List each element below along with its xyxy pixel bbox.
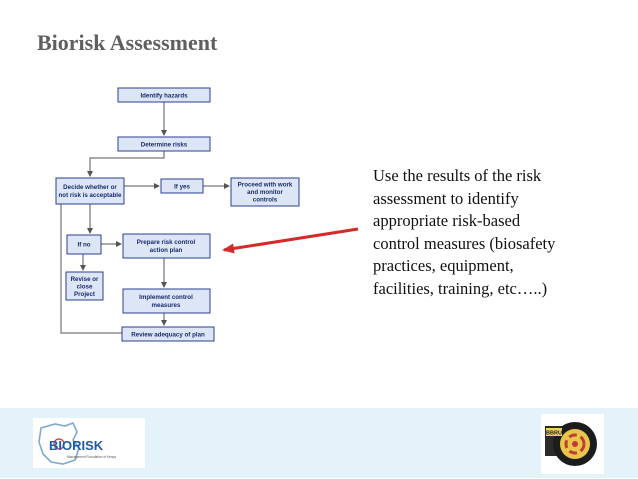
box-text: action plan xyxy=(149,247,183,254)
box-text: close xyxy=(76,283,93,291)
body-line: appropriate risk-based xyxy=(373,211,521,230)
box-text: Prepare risk control xyxy=(136,239,196,246)
box-proceed-with-work xyxy=(231,178,299,206)
logo-text: BIORISK xyxy=(49,438,104,453)
box-if-yes xyxy=(161,179,203,193)
box-text: controls xyxy=(252,196,278,204)
box-determine-risks xyxy=(118,137,210,151)
biohazard-seal-icon xyxy=(541,414,604,474)
box-text: Determine risks xyxy=(140,141,188,149)
box-revise-or-close xyxy=(66,272,103,300)
body-line: facilities, training, etc…..) xyxy=(373,278,548,298)
box-text: Review adequacy of plan xyxy=(131,331,205,339)
box-prepare-action-plan xyxy=(123,234,210,258)
box-text: If yes xyxy=(174,183,190,191)
slide-title: Biorisk Assessment xyxy=(37,30,218,55)
body-line: practices, equipment, xyxy=(373,256,514,275)
box-if-no xyxy=(67,235,101,254)
box-text: If no xyxy=(77,241,91,249)
box-identify-hazards xyxy=(118,88,210,102)
box-decide-acceptable xyxy=(56,178,124,204)
box-text: Project xyxy=(74,291,95,298)
box-text: Decide whether or xyxy=(63,184,117,191)
box-implement-control xyxy=(123,289,210,313)
box-text: not risk is acceptable xyxy=(58,192,122,199)
box-review-adequacy xyxy=(122,327,214,341)
body-line: Use the results of the risk xyxy=(373,166,542,185)
box-text: Revise or xyxy=(70,276,99,283)
body-text xyxy=(373,165,623,300)
logo-text: BBRU xyxy=(546,430,562,437)
bbru-logo xyxy=(541,414,604,474)
red-pointer-arrow xyxy=(224,229,358,250)
body-line: assessment to identify xyxy=(373,188,519,208)
kenya-map-icon xyxy=(33,418,145,468)
box-text: measures xyxy=(151,302,181,309)
box-text: Proceed with work xyxy=(237,181,293,189)
biorisk-logo xyxy=(33,418,145,468)
body-line: control measures (biosafety xyxy=(373,233,556,253)
box-text: and monitor xyxy=(247,189,283,196)
box-text: Identify hazards xyxy=(140,92,188,100)
logo-subtext: Management Foundation of Kenya xyxy=(67,455,116,459)
box-text: Implement control xyxy=(139,294,193,301)
